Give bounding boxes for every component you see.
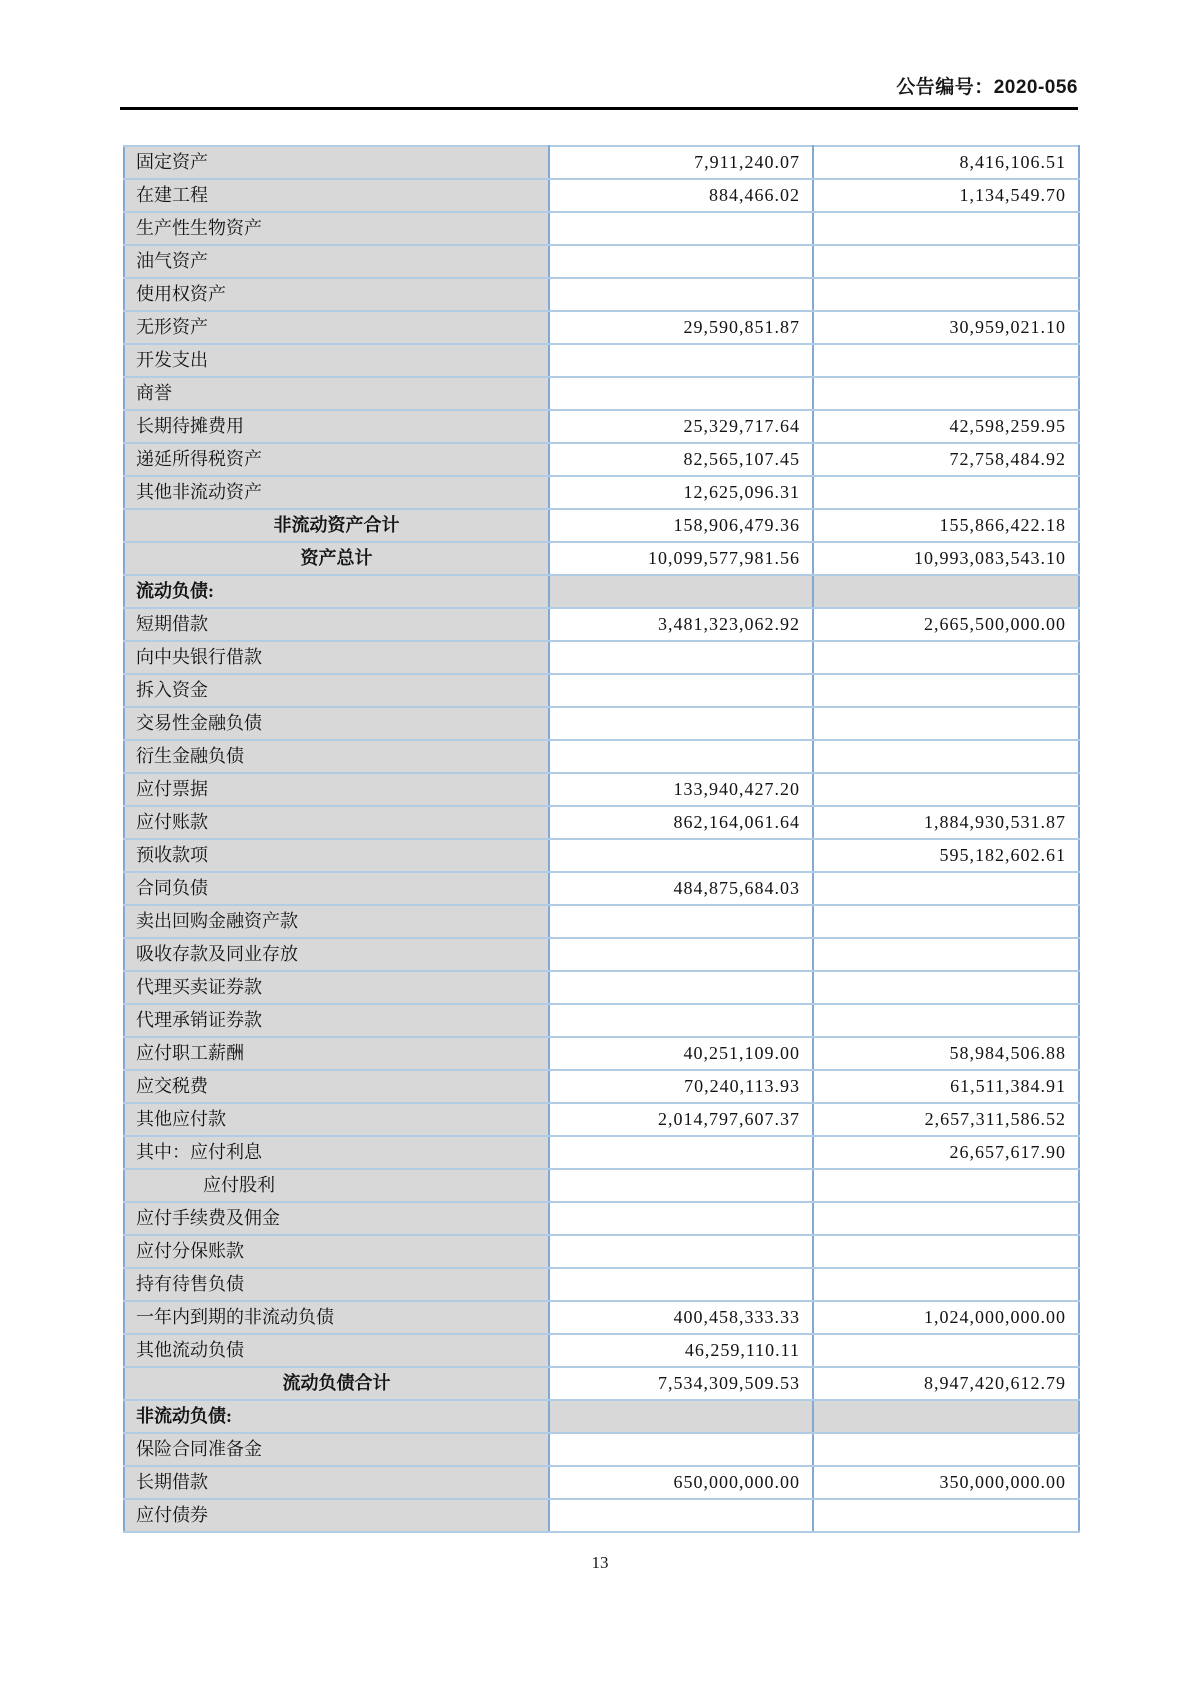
row-value1: 158,906,479.36	[549, 509, 813, 542]
row-value2: 72,758,484.92	[813, 443, 1079, 476]
table-row	[124, 971, 1079, 1004]
row-value2	[813, 245, 1079, 278]
row-value1	[549, 278, 813, 311]
row-value2	[813, 1202, 1079, 1235]
row-label: 卖出回购金融资产款	[124, 905, 549, 938]
table-row	[124, 1103, 1079, 1136]
row-value2	[813, 212, 1079, 245]
table-row	[124, 1037, 1079, 1070]
row-label: 在建工程	[124, 179, 549, 212]
table-row	[124, 707, 1079, 740]
row-label: 代理承销证券款	[124, 1004, 549, 1037]
page-number: 13	[591, 1553, 609, 1572]
row-label: 使用权资产	[124, 278, 549, 311]
row-value1	[549, 740, 813, 773]
row-label: 应交税费	[124, 1070, 549, 1103]
row-value2: 1,024,000,000.00	[813, 1301, 1079, 1334]
row-value2	[813, 740, 1079, 773]
row-label: 一年内到期的非流动负债	[124, 1301, 549, 1334]
row-label: 递延所得税资产	[124, 443, 549, 476]
row-value1: 7,534,309,509.53	[549, 1367, 813, 1400]
table-row	[124, 1499, 1079, 1532]
row-value2	[813, 674, 1079, 707]
row-value1	[549, 212, 813, 245]
row-value1	[549, 938, 813, 971]
row-value1	[549, 575, 813, 608]
row-value2: 30,959,021.10	[813, 311, 1079, 344]
table-row	[124, 344, 1079, 377]
balance-table-body	[124, 146, 1079, 1532]
row-label: 应付分保账款	[124, 1235, 549, 1268]
row-label: 保险合同准备金	[124, 1433, 549, 1466]
table-row	[124, 1268, 1079, 1301]
row-value2	[813, 1499, 1079, 1532]
row-value2	[813, 1334, 1079, 1367]
row-label: 持有待售负债	[124, 1268, 549, 1301]
row-label: 衍生金融负债	[124, 740, 549, 773]
table-row	[124, 1367, 1079, 1400]
row-value2: 26,657,617.90	[813, 1136, 1079, 1169]
row-value2	[813, 1400, 1079, 1433]
row-label: 商誉	[124, 377, 549, 410]
row-value2: 61,511,384.91	[813, 1070, 1079, 1103]
row-label: 固定资产	[124, 146, 549, 179]
row-label: 资产总计	[124, 542, 549, 575]
row-value2: 1,884,930,531.87	[813, 806, 1079, 839]
row-value1: 650,000,000.00	[549, 1466, 813, 1499]
row-label: 拆入资金	[124, 674, 549, 707]
row-value2: 1,134,549.70	[813, 179, 1079, 212]
row-label: 吸收存款及同业存放	[124, 938, 549, 971]
row-value2: 595,182,602.61	[813, 839, 1079, 872]
row-value2	[813, 938, 1079, 971]
row-value1	[549, 905, 813, 938]
row-value1	[549, 1268, 813, 1301]
row-value1: 29,590,851.87	[549, 311, 813, 344]
row-value2: 10,993,083,543.10	[813, 542, 1079, 575]
row-value1	[549, 1136, 813, 1169]
table-row	[124, 1433, 1079, 1466]
table-row	[124, 872, 1079, 905]
row-value1	[549, 1400, 813, 1433]
table-row	[124, 1466, 1079, 1499]
row-value1	[549, 641, 813, 674]
row-label: 其他应付款	[124, 1103, 549, 1136]
row-value1	[549, 1433, 813, 1466]
row-label: 应付账款	[124, 806, 549, 839]
row-value2	[813, 872, 1079, 905]
row-label: 代理买卖证券款	[124, 971, 549, 1004]
row-value2: 155,866,422.18	[813, 509, 1079, 542]
row-label: 短期借款	[124, 608, 549, 641]
row-label: 应付手续费及佣金	[124, 1202, 549, 1235]
row-value2: 8,416,106.51	[813, 146, 1079, 179]
row-value1: 484,875,684.03	[549, 872, 813, 905]
table-row	[124, 1400, 1079, 1433]
row-value1	[549, 1004, 813, 1037]
table-row	[124, 674, 1079, 707]
table-row	[124, 542, 1079, 575]
row-value1: 2,014,797,607.37	[549, 1103, 813, 1136]
row-value2	[813, 1268, 1079, 1301]
row-label: 应付债券	[124, 1499, 549, 1532]
row-value1: 10,099,577,981.56	[549, 542, 813, 575]
row-value2: 2,665,500,000.00	[813, 608, 1079, 641]
table-row	[124, 806, 1079, 839]
table-row	[124, 575, 1079, 608]
row-label: 预收款项	[124, 839, 549, 872]
table-row	[124, 1136, 1079, 1169]
row-label: 其中：应付利息	[124, 1136, 549, 1169]
row-label: 生产性生物资产	[124, 212, 549, 245]
table-row	[124, 509, 1079, 542]
table-row	[124, 1334, 1079, 1367]
table-row	[124, 1235, 1079, 1268]
row-value2	[813, 641, 1079, 674]
row-value1	[549, 1235, 813, 1268]
table-row	[124, 146, 1079, 179]
header-rule	[120, 107, 1078, 110]
row-value1	[549, 344, 813, 377]
row-value1: 400,458,333.33	[549, 1301, 813, 1334]
row-label: 非流动资产合计	[124, 509, 549, 542]
table-row	[124, 476, 1079, 509]
table-row	[124, 839, 1079, 872]
row-value1	[549, 971, 813, 1004]
table-row	[124, 410, 1079, 443]
row-label: 非流动负债:	[124, 1400, 549, 1433]
row-value2: 2,657,311,586.52	[813, 1103, 1079, 1136]
row-value2	[813, 971, 1079, 1004]
row-value1: 3,481,323,062.92	[549, 608, 813, 641]
row-value1: 46,259,110.11	[549, 1334, 813, 1367]
row-value1	[549, 707, 813, 740]
row-value2	[813, 1433, 1079, 1466]
table-row	[124, 1004, 1079, 1037]
table-row	[124, 641, 1079, 674]
row-label: 应付职工薪酬	[124, 1037, 549, 1070]
row-label: 应付票据	[124, 773, 549, 806]
row-value2: 42,598,259.95	[813, 410, 1079, 443]
table-row	[124, 740, 1079, 773]
row-label: 开发支出	[124, 344, 549, 377]
table-row	[124, 212, 1079, 245]
row-label: 油气资产	[124, 245, 549, 278]
row-value2	[813, 707, 1079, 740]
table-row	[124, 1301, 1079, 1334]
row-label: 长期借款	[124, 1466, 549, 1499]
table-row	[124, 608, 1079, 641]
row-label: 向中央银行借款	[124, 641, 549, 674]
row-value1	[549, 1499, 813, 1532]
row-value1: 70,240,113.93	[549, 1070, 813, 1103]
row-value2	[813, 1004, 1079, 1037]
row-label: 其他流动负债	[124, 1334, 549, 1367]
row-value1	[549, 245, 813, 278]
row-label: 流动负债合计	[124, 1367, 549, 1400]
row-value2	[813, 377, 1079, 410]
table-row	[124, 1070, 1079, 1103]
row-value1: 12,625,096.31	[549, 476, 813, 509]
row-label: 应付股利	[124, 1169, 549, 1202]
row-value1: 862,164,061.64	[549, 806, 813, 839]
table-row	[124, 1202, 1079, 1235]
row-label: 其他非流动资产	[124, 476, 549, 509]
row-value1: 7,911,240.07	[549, 146, 813, 179]
row-value1	[549, 377, 813, 410]
row-label: 交易性金融负债	[124, 707, 549, 740]
table-row	[124, 179, 1079, 212]
announcement-number: 公告编号：2020-056	[896, 77, 1078, 98]
table-row	[124, 773, 1079, 806]
row-value1: 884,466.02	[549, 179, 813, 212]
table-row	[124, 311, 1079, 344]
row-value1: 133,940,427.20	[549, 773, 813, 806]
row-value1: 40,251,109.00	[549, 1037, 813, 1070]
row-value2	[813, 905, 1079, 938]
row-value1	[549, 839, 813, 872]
row-label: 长期待摊费用	[124, 410, 549, 443]
table-row	[124, 278, 1079, 311]
row-value1	[549, 674, 813, 707]
row-value1: 25,329,717.64	[549, 410, 813, 443]
table-row	[124, 377, 1079, 410]
row-value1: 82,565,107.45	[549, 443, 813, 476]
row-value2: 8,947,420,612.79	[813, 1367, 1079, 1400]
row-value2	[813, 476, 1079, 509]
table-row	[124, 443, 1079, 476]
row-value1	[549, 1169, 813, 1202]
row-label: 合同负债	[124, 872, 549, 905]
table-row	[124, 938, 1079, 971]
row-value2	[813, 575, 1079, 608]
table-row	[124, 245, 1079, 278]
row-value2	[813, 278, 1079, 311]
row-value2: 58,984,506.88	[813, 1037, 1079, 1070]
row-value2: 350,000,000.00	[813, 1466, 1079, 1499]
row-value2	[813, 344, 1079, 377]
row-label: 无形资产	[124, 311, 549, 344]
table-row	[124, 905, 1079, 938]
table-row	[124, 1169, 1079, 1202]
row-value2	[813, 773, 1079, 806]
row-label: 流动负债:	[124, 575, 549, 608]
balance-sheet-table	[123, 145, 1080, 1533]
row-value2	[813, 1235, 1079, 1268]
row-value2	[813, 1169, 1079, 1202]
row-value1	[549, 1202, 813, 1235]
